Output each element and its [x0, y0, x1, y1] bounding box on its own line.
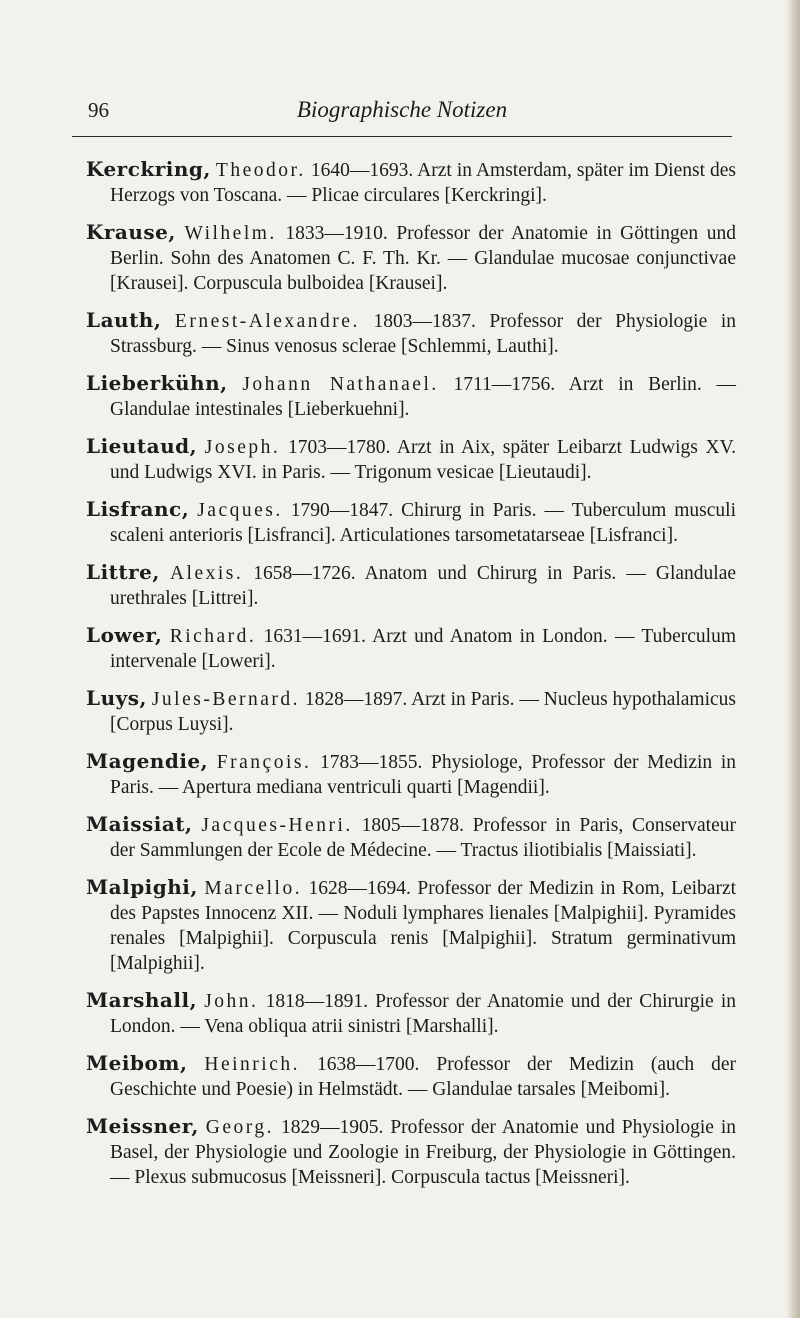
entry: [86, 875, 736, 976]
entry-list: [86, 157, 736, 1202]
entry: [86, 497, 736, 548]
entry-given-name: François.: [216, 752, 312, 773]
entry-text: 1805—1878. Professor in Paris, Conservateur der Sammlungen der Ecole de Médecine. — Tractus iliotibialis [Maissiati].: [110, 815, 736, 861]
entry-surname: Krause,: [86, 220, 176, 244]
entry-text: 1628—1694. Professor der Medizin in Rom, Leibarzt des Papstes Innocenz XII. — Noduli lymphares lienales [Malpighii]. Pyramides renales [Malpighii]. Corpuscula renis [Malpighii]. Stratum germinativum [Malpighii].: [110, 878, 737, 974]
entry-surname: Malpighi,: [86, 875, 198, 899]
page-edge-shadow: [786, 0, 800, 1318]
entry-surname: Meibom,: [86, 1051, 188, 1075]
entry-surname: Littre,: [86, 560, 160, 584]
entry-given-name: Jacques.: [197, 500, 283, 521]
entry-surname: Magendie,: [86, 749, 209, 773]
page-number: 96: [88, 98, 109, 122]
entry-surname: Lauth,: [86, 308, 162, 332]
entry-surname: Lieutaud,: [86, 434, 198, 458]
entry-given-name: John.: [204, 991, 259, 1012]
entry-text: 1803—1837. Professor der Physiologie in Strassburg. — Sinus venosus sclerae [Schlemmi, Lauthi].: [110, 311, 737, 357]
entry-text: 1790—1847. Chirurg in Paris. — Tuberculum musculi scaleni anterioris [Lisfranci]. Articulationes tarsometatarseae [Lisfranci].: [110, 500, 737, 546]
entry-text: 1833—1910. Professor der Anatomie in Göttingen und Berlin. Sohn des Anatomen C. F. Th. Kr. — Glandulae mucosae conjunctivae [Krausei]. Corpuscula bulboidea [Krausei].: [110, 223, 736, 294]
entry: [86, 157, 736, 208]
entry-text: 1818—1891. Professor der Anatomie und der Chirurgie in London. — Vena obliqua atrii sinistri [Marshalli].: [110, 991, 736, 1037]
entry-given-name: Alexis.: [169, 563, 244, 584]
entry-text: 1711—1756. Arzt in Berlin. — Glandulae intestinales [Lieberkuehni].: [110, 374, 736, 420]
entry-surname: Lisfranc,: [86, 497, 190, 521]
entry-given-name: Johann Nathanael.: [242, 374, 439, 395]
entry-text: 1640—1693. Arzt in Amsterdam, später im Dienst des Herzogs von Toscana. — Plicae circulares [Kerckringi].: [110, 160, 737, 206]
entry-given-name: Georg.: [205, 1117, 275, 1138]
entry: [86, 686, 736, 737]
entry-surname: Lieberkühn,: [86, 371, 228, 395]
entry-given-name: Jacques-Henri.: [201, 815, 353, 836]
running-title: Biographische Notizen: [296, 97, 508, 122]
entry-text: 1658—1726. Anatom und Chirurg in Paris. — Glandulae urethrales [Littrei].: [110, 563, 737, 609]
entry-surname: Meissner,: [86, 1114, 199, 1138]
entry: [86, 749, 736, 800]
entry-text: 1829—1905. Professor der Anatomie und Physiologie in Basel, der Physiologie und Zoologie in Freiburg, der Physiologie in Göttingen. — Plexus submucosus [Meissneri]. Corpuscula tactus [Meissneri].: [110, 1117, 737, 1188]
entry-given-name: Joseph.: [204, 437, 281, 458]
entry: [86, 560, 736, 611]
entry-text: 1783—1855. Physiologe, Professor der Medizin in Paris. — Apertura mediana ventriculi quarti [Magendii].: [110, 752, 736, 798]
entry: [86, 1114, 736, 1190]
entry-given-name: Richard.: [169, 626, 257, 647]
entry-text: 1631—1691. Arzt und Anatom in London. — Tuberculum intervenale [Loweri].: [110, 626, 737, 672]
entry: [86, 434, 736, 485]
entry: [86, 220, 736, 296]
entry: [86, 988, 736, 1039]
entry-surname: Maissiat,: [86, 812, 193, 836]
entry-text: 1703—1780. Arzt in Aix, später Leibarzt Ludwigs XV. und Ludwigs XVI. in Paris. — Trigonum vesicae [Lieutaudi].: [110, 437, 737, 483]
header-rule: [72, 136, 732, 137]
entry-given-name: Heinrich.: [204, 1054, 301, 1075]
entry-given-name: Ernest-Alexandre.: [174, 311, 360, 332]
entry: [86, 1051, 736, 1102]
entry-given-name: Marcello.: [204, 878, 303, 899]
entry: [86, 812, 736, 863]
entry-given-name: Theodor.: [215, 160, 306, 181]
entry-surname: Kerckring,: [86, 157, 211, 181]
entry-given-name: Wilhelm.: [184, 223, 277, 244]
page-header: [72, 98, 732, 138]
entry: [86, 371, 736, 422]
entry-surname: Lower,: [86, 623, 163, 647]
entry-text: 1638—1700. Professor der Medizin (auch der Geschichte und Poesie) in Helmstädt. — Glandulae tarsales [Meibomi].: [110, 1054, 737, 1100]
entry-surname: Marshall,: [86, 988, 198, 1012]
entry: [86, 623, 736, 674]
entry-surname: Luys,: [86, 686, 147, 710]
entry-text: 1828—1897. Arzt in Paris. — Nucleus hypothalamicus [Corpus Luysi].: [110, 689, 737, 735]
entry: [86, 308, 736, 359]
entry-given-name: Jules-Bernard.: [151, 689, 301, 710]
